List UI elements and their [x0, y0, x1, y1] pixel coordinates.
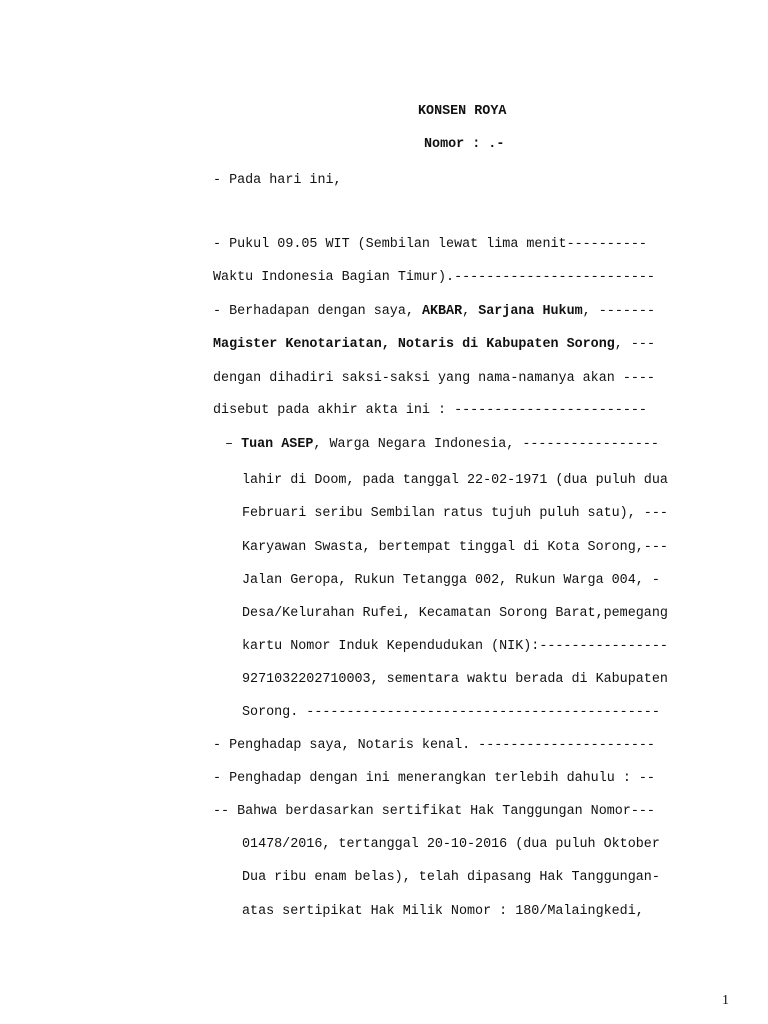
degree-line [213, 336, 655, 354]
identity-line-2: Februari seribu Sembilan ratus tujuh puluh satu), --- [242, 506, 668, 521]
berhadapan-prefix: - Berhadapan dengan saya, [213, 304, 422, 319]
identity-line-5: Desa/Kelurahan Rufei, Kecamatan Sorong Barat,pemegang [242, 606, 668, 621]
identity-line-1: lahir di Doom, pada tanggal 22-02-1971 (dua puluh dua [242, 473, 668, 488]
penghadap-line-2: - Penghadap dengan ini menerangkan terlebih dahulu : -- [213, 771, 655, 786]
pukul-line-2: Waktu Indonesia Bagian Timur).------------------------- [213, 270, 655, 285]
dihadiri-line-1: dengan dihadiri saksi-saksi yang nama-namanya akan ---- [213, 371, 655, 386]
notary-degree-2: Magister Kenotariatan, Notaris di Kabupaten Sorong [213, 337, 615, 352]
berhadapan-suffix: , ------- [582, 304, 655, 319]
identity-line-8: Sorong. -------------------------------------------- [242, 705, 660, 720]
page-number: 1 [722, 993, 729, 1008]
tuan-suffix: , Warga Negara Indonesia, ----------------- [313, 437, 659, 452]
identity-line-6: kartu Nomor Induk Kependudukan (NIK):---------------- [242, 639, 668, 654]
identity-line-3: Karyawan Swasta, bertempat tinggal di Kota Sorong,--- [242, 540, 668, 555]
bahwa-line-3: Dua ribu enam belas), telah dipasang Hak Tanggungan- [242, 870, 660, 885]
notary-degree-1: Sarjana Hukum [478, 304, 583, 319]
pada-hari-line: - Pada hari ini, [213, 173, 342, 188]
identity-line-4: Jalan Geropa, Rukun Tetangga 002, Rukun Warga 004, - [242, 573, 660, 588]
bahwa-line-4: atas sertipikat Hak Milik Nomor : 180/Malaingkedi, [242, 904, 644, 919]
degree-suffix: , --- [614, 337, 655, 352]
berhadapan-line [213, 303, 655, 321]
bahwa-line-2: 01478/2016, tertanggal 20-10-2016 (dua puluh Oktober [242, 837, 660, 852]
document-title: KONSEN ROYA [418, 104, 507, 119]
tuan-name: Tuan ASEP [241, 437, 314, 452]
penghadap-line-1: - Penghadap saya, Notaris kenal. ---------------------- [213, 738, 655, 753]
pukul-line-1: - Pukul 09.05 WIT (Sembilan lewat lima menit---------- [213, 237, 647, 252]
identity-line-7: 9271032202710003, sementara waktu berada di Kabupaten [242, 672, 668, 687]
bahwa-line-1: -- Bahwa berdasarkan sertifikat Hak Tanggungan Nomor--- [213, 804, 655, 819]
tuan-line [225, 436, 659, 454]
dihadiri-line-2: disebut pada akhir akta ini : ------------------------ [213, 403, 647, 418]
comma-separator: , [462, 304, 479, 319]
tuan-prefix: – [225, 437, 242, 452]
document-number: Nomor : .- [424, 137, 505, 152]
notary-name: AKBAR [421, 304, 463, 319]
